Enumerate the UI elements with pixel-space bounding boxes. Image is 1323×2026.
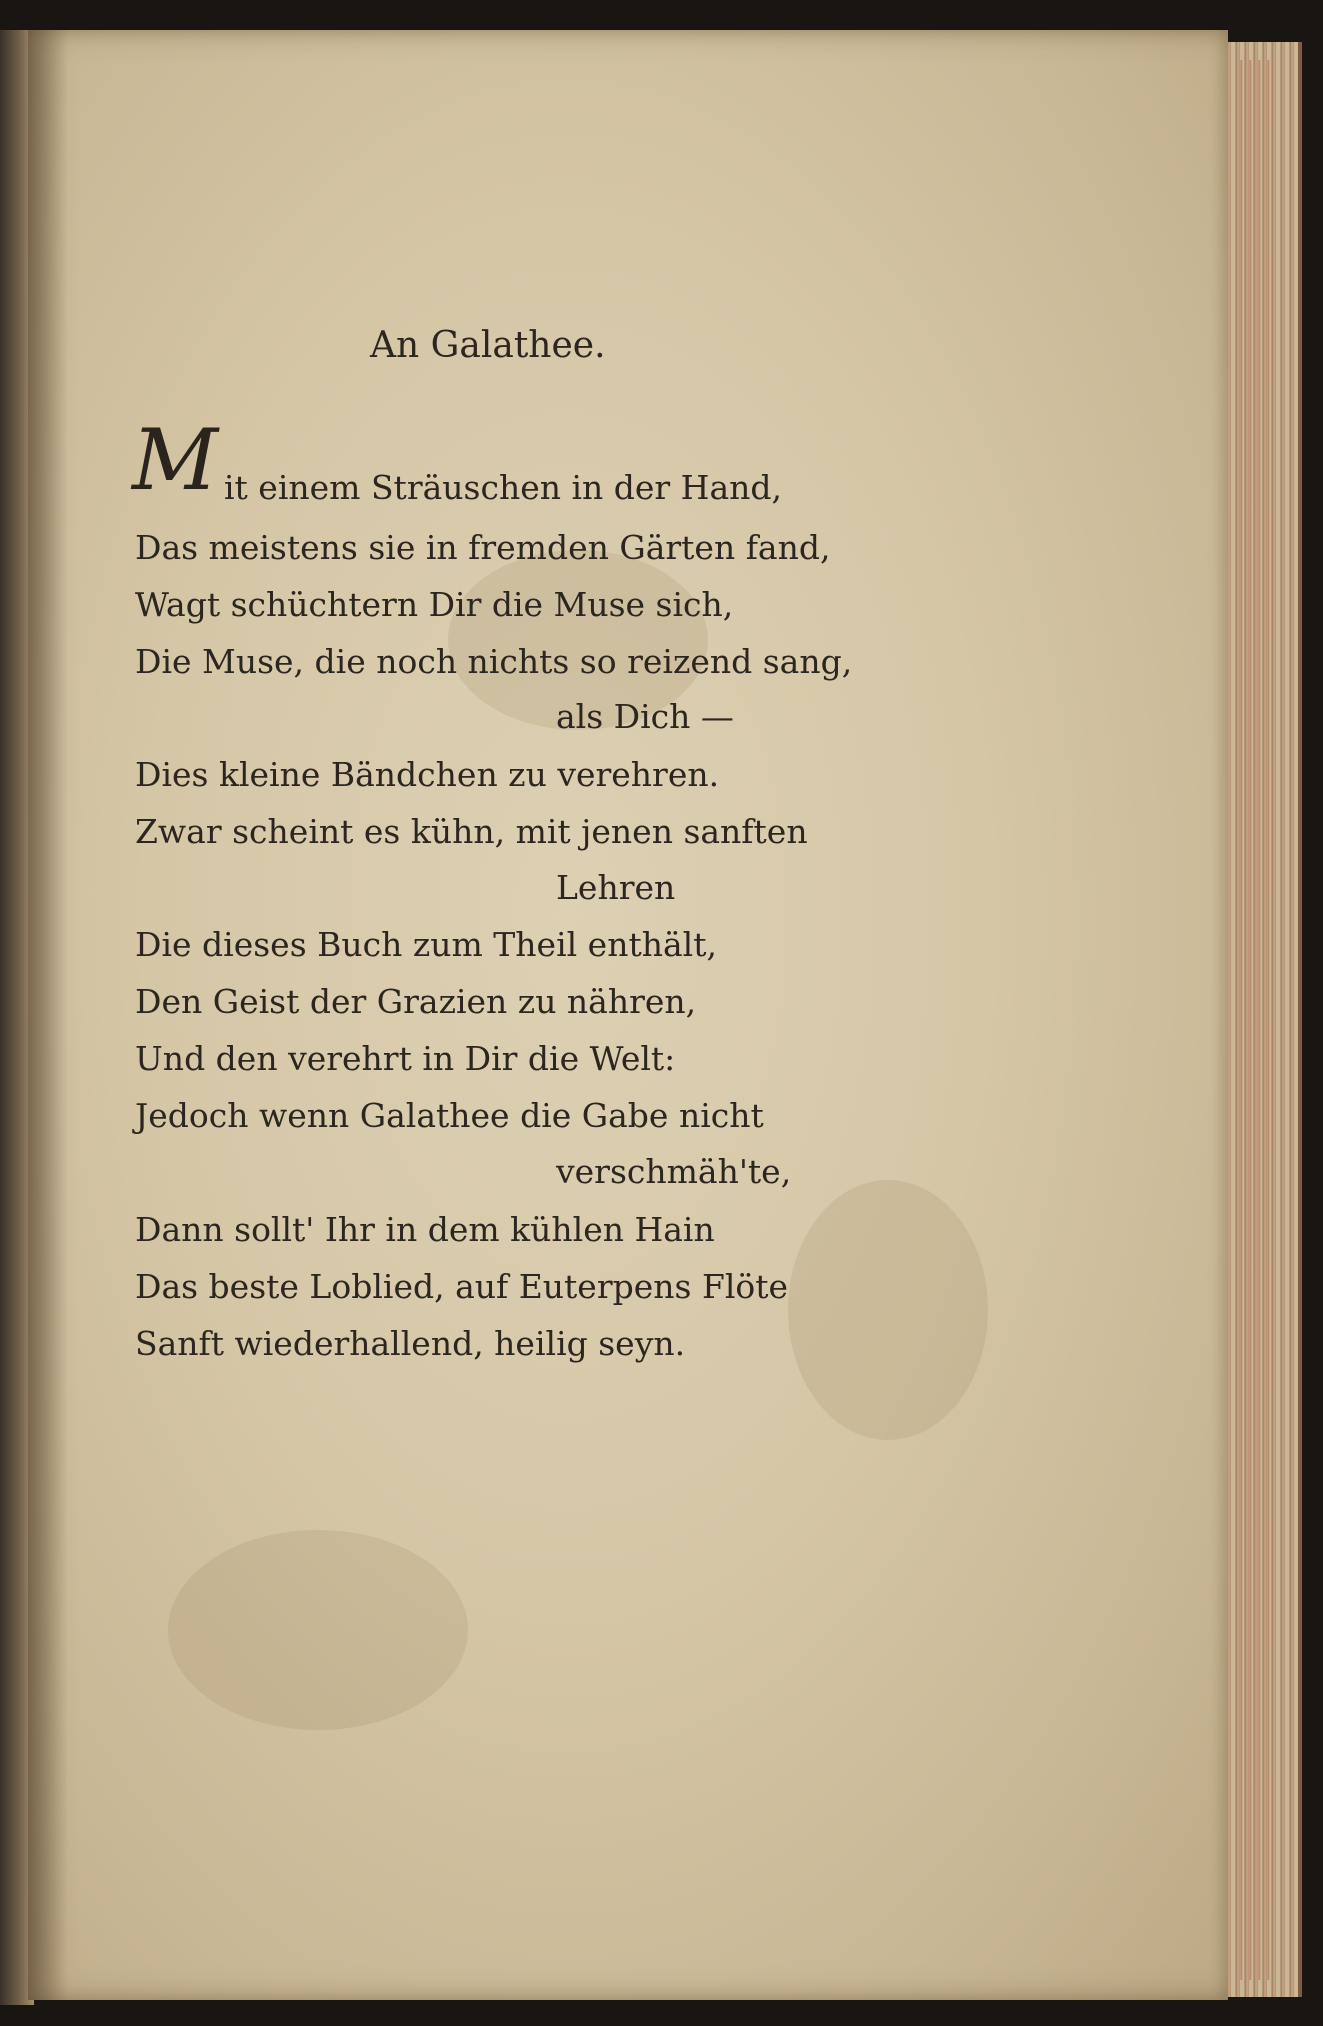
poem-line-continuation: als Dich — — [556, 697, 734, 736]
poem-line: Das meistens sie in fremden Gärten fand, — [135, 528, 831, 567]
page-block-red-edge — [1234, 60, 1274, 1980]
gutter-shadow — [28, 30, 68, 2000]
poem-line-continuation: verschmäh'te, — [556, 1152, 792, 1191]
poem-line: Das beste Loblied, auf Euterpens Flöte — [135, 1267, 789, 1306]
poem-line: Den Geist der Grazien zu nähren, — [135, 982, 697, 1021]
paper-stain — [788, 1180, 988, 1440]
poem-line: Wagt schüchtern Dir die Muse sich, — [135, 585, 734, 624]
poem-line: Dann sollt' Ihr in dem kühlen Hain — [135, 1210, 715, 1249]
poem-line: Und den verehrt in Dir die Welt: — [135, 1039, 676, 1078]
poem-line: it einem Sträuschen in der Hand, — [224, 468, 783, 507]
poem-line-continuation: Lehren — [556, 868, 676, 907]
drop-cap: M — [132, 411, 219, 509]
poem-line: Die Muse, die noch nichts so reizend sang, — [135, 642, 853, 681]
poem-line: Die dieses Buch zum Theil enthält, — [135, 925, 717, 964]
paper-stain — [168, 1530, 468, 1730]
poem-line: Jedoch wenn Galathee die Gabe nicht — [135, 1096, 764, 1135]
poem-title: An Galathee. — [370, 325, 606, 366]
poem-line: Zwar scheint es kühn, mit jenen sanften — [135, 812, 808, 851]
poem-line: Sanft wiederhallend, heilig seyn. — [135, 1324, 686, 1363]
poem-line: Dies kleine Bändchen zu verehren. — [135, 755, 720, 794]
